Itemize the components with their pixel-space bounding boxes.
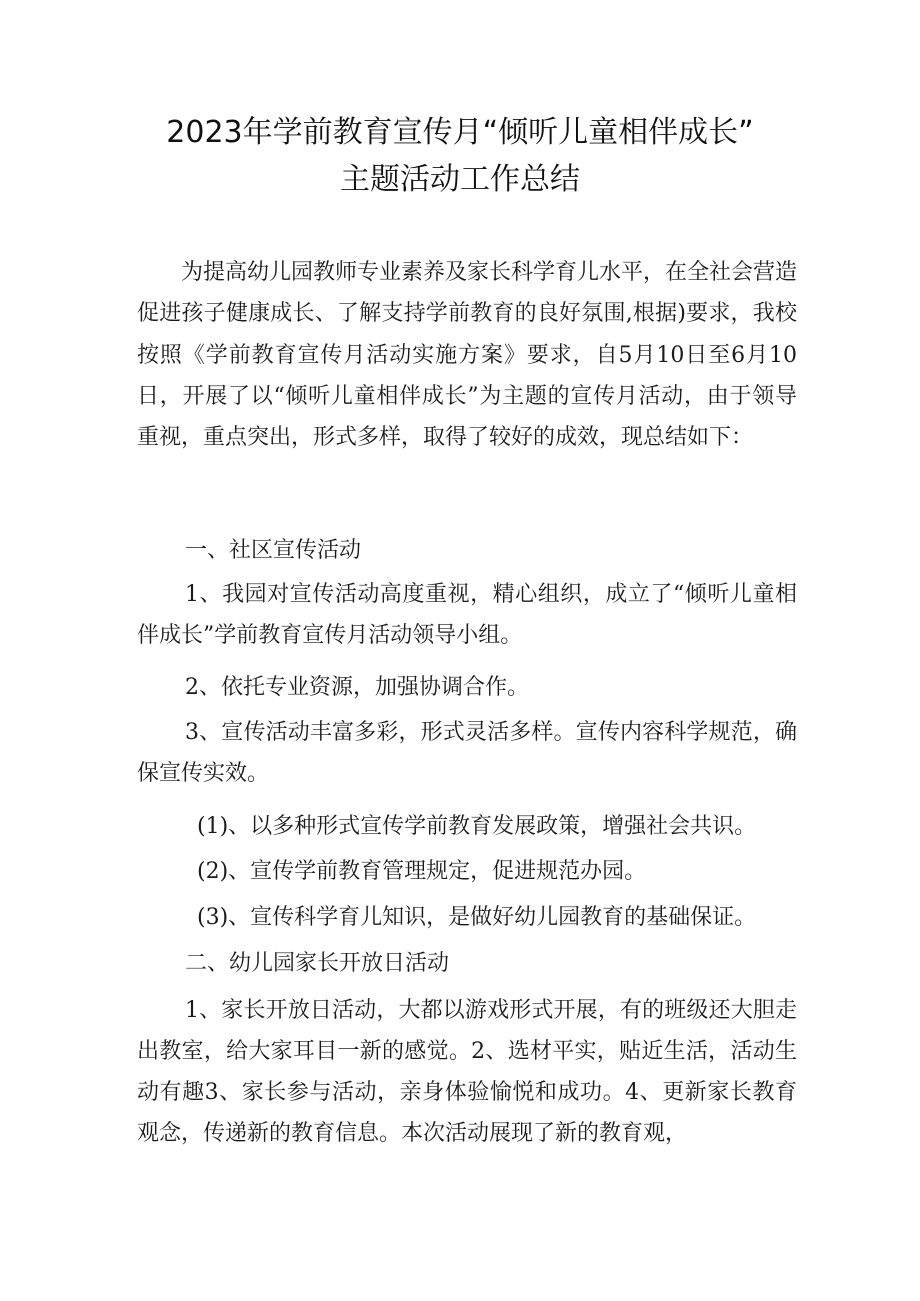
section-1-item-3: 3、宣传活动丰富多彩，形式灵活多样。宣传内容科学规范，确保宣传实效。 xyxy=(137,720,797,786)
section-1-subitem-3: (3)、宣传科学育儿知识，是做好幼儿园教育的基础保证。 xyxy=(197,905,757,930)
document-title-line-1: 2023年学前教育宣传月“倾听儿童相伴成长” xyxy=(166,115,754,150)
section-2-heading: 二、幼儿园家长开放日活动 xyxy=(185,951,450,976)
section-1-subitem-1: (1)、以多种形式宣传学前教育发展政策，增强社会共识。 xyxy=(197,814,757,839)
intro-paragraph: 为提高幼儿园教师专业素养及家长科学育儿水平，在全社会营造促进孩子健康成长、了解支持学前教育的良好氛围,根据)要求，我校按照《学前教育宣传月活动实施方案》要求，自5月10日至6月10日，开展了以“倾听儿童相伴成长”为主题的宣传月活动，由于领导重视，重点突出，形式多样，取得了较好的成效，现总结如下： xyxy=(137,260,798,451)
section-1-subitem-2: (2)、宣传学前教育管理规定，促进规范办园。 xyxy=(197,859,647,884)
document-title-line-2: 主题活动工作总结 xyxy=(340,162,580,197)
section-1-item-1: 1、我园对宣传活动高度重视，精心组织，成立了“倾听儿童相伴成长”学前教育宣传月活动领导小组。 xyxy=(137,582,797,648)
section-1-item-2: 2、依托专业资源，加强协调合作。 xyxy=(185,675,529,700)
section-1-heading: 一、社区宣传活动 xyxy=(185,538,362,563)
section-2-item-1: 1、家长开放日活动，大都以游戏形式开展，有的班级还大胆走出教室，给大家耳目一新的感觉。2、选材平实，贴近生活，活动生动有趣3、家长参与活动，亲身体验愉悦和成功。4、更新家长教育观念，传递新的教育信息。本次活动展现了新的教育观， xyxy=(137,998,797,1146)
